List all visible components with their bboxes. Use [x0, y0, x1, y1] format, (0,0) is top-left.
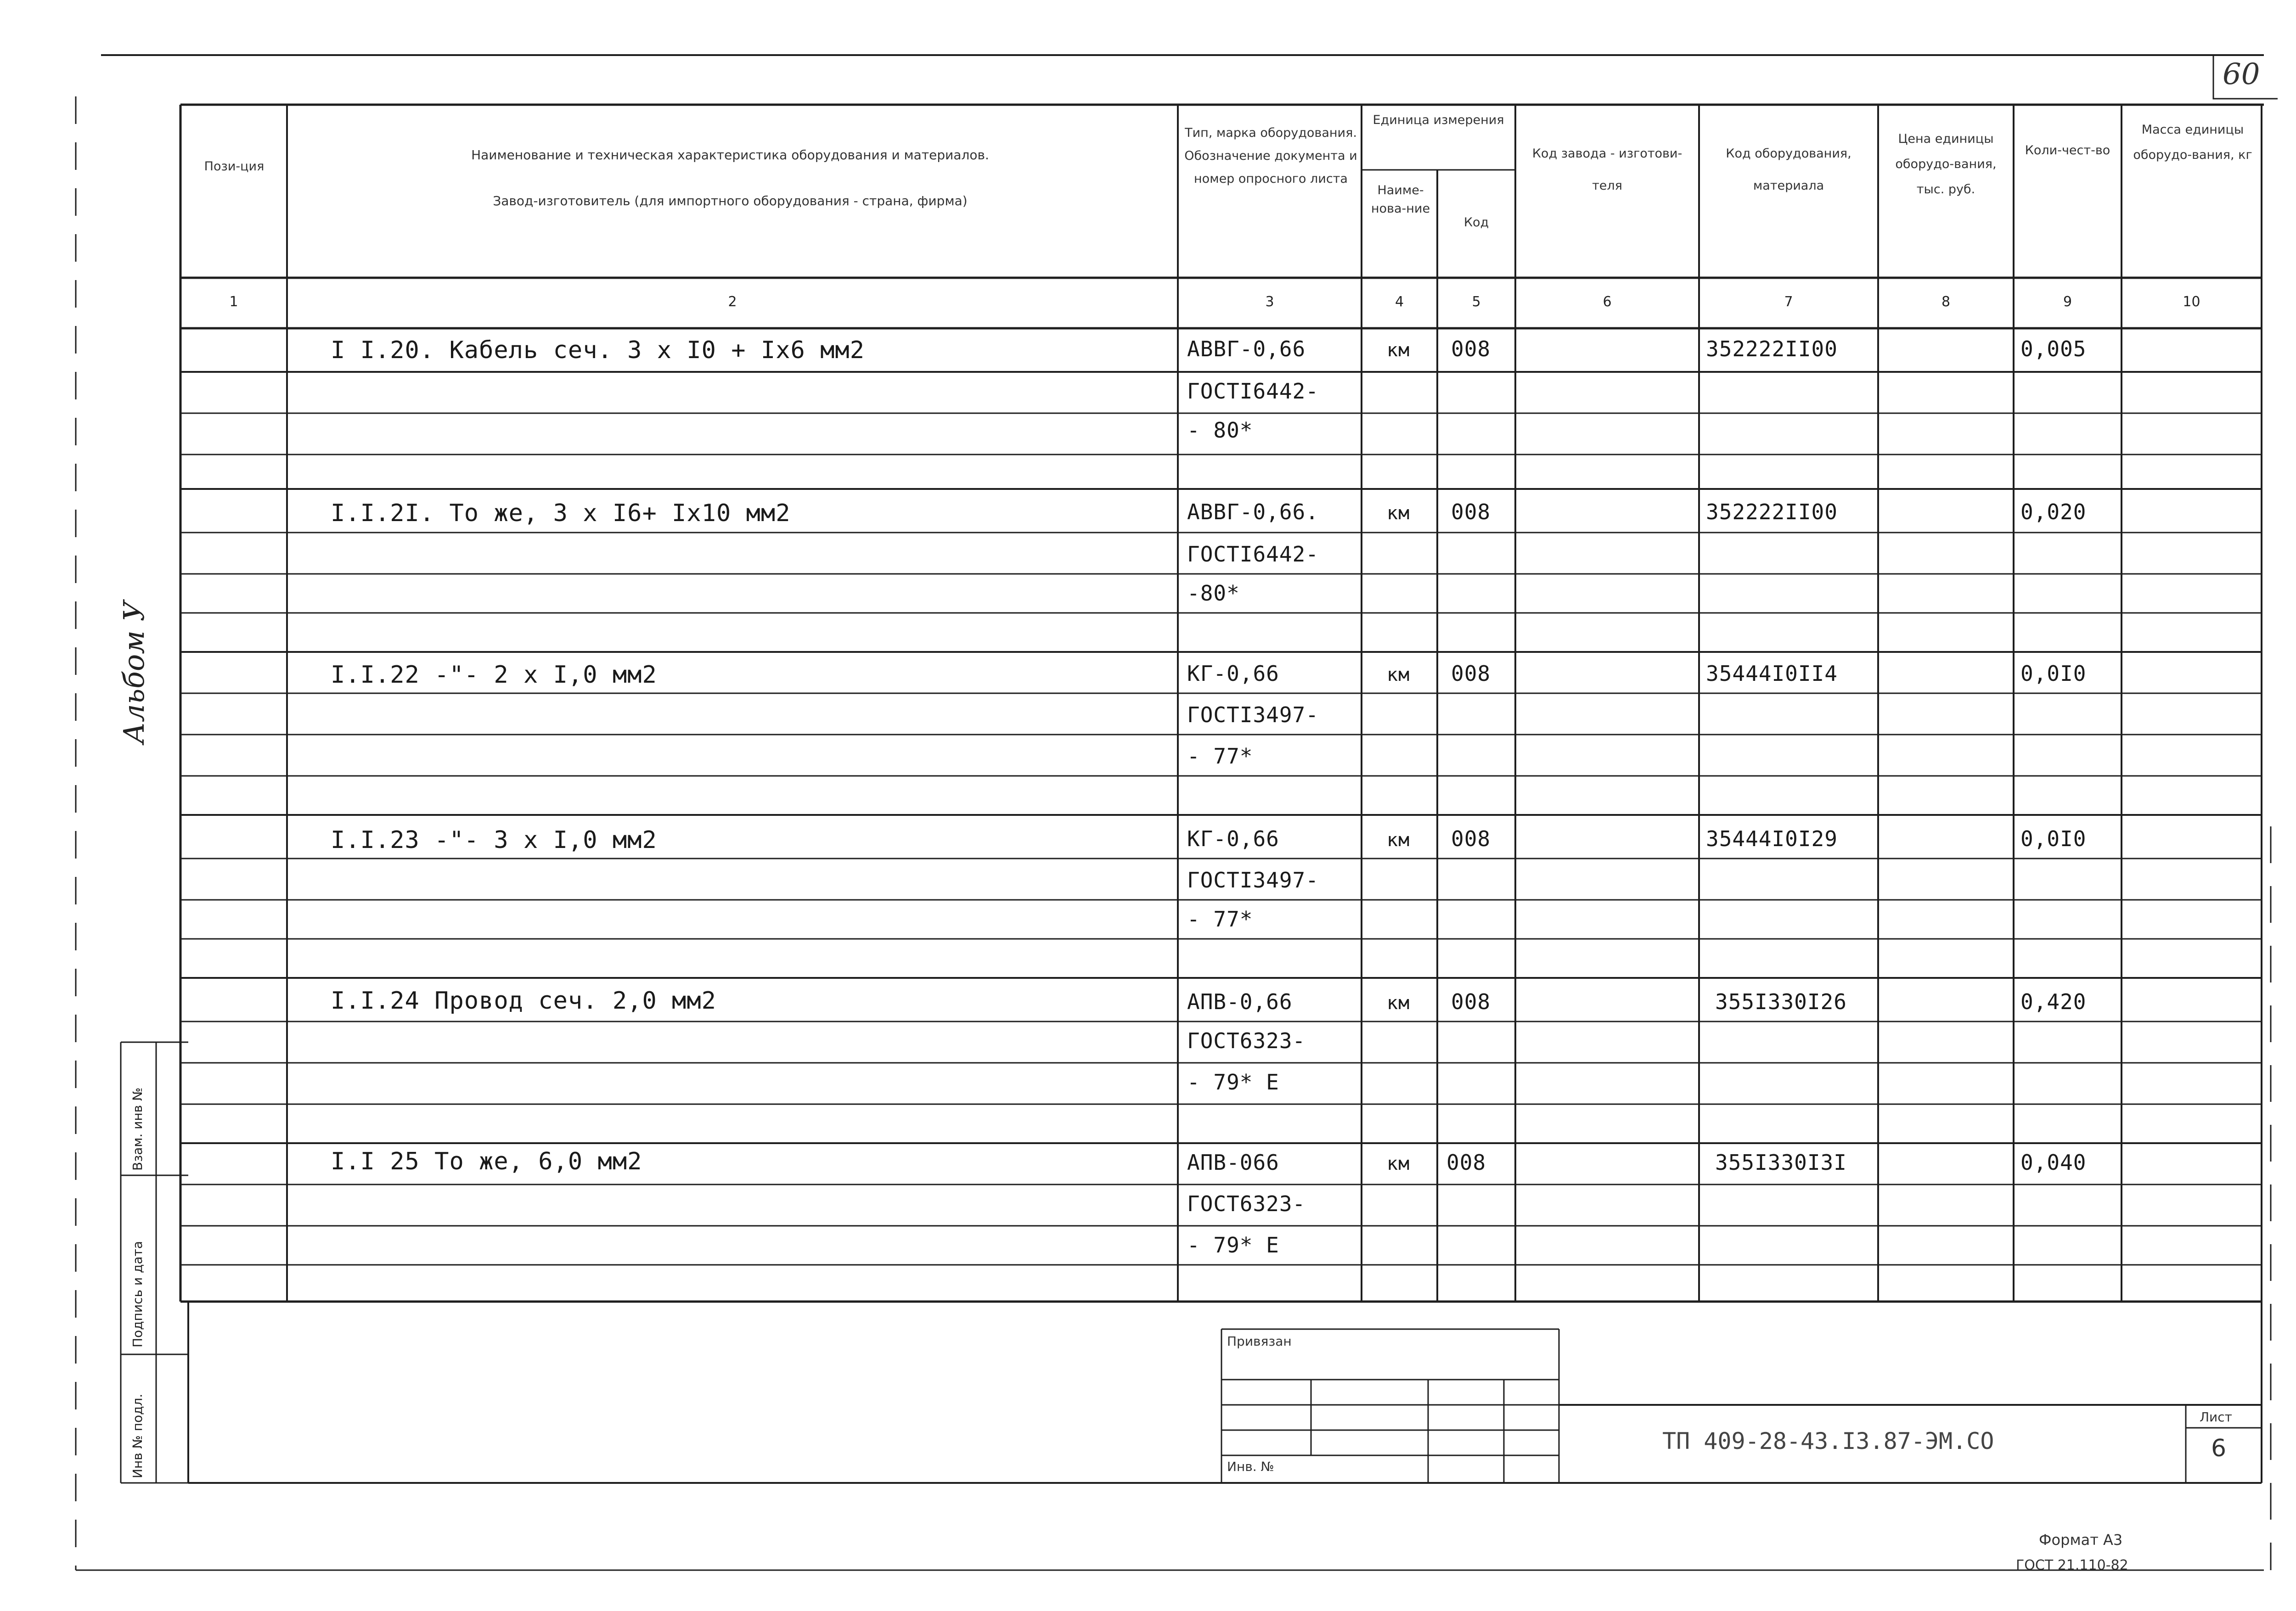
col-number-6: 6 — [1603, 294, 1612, 310]
item-material-code: 352222II00 — [1706, 500, 1838, 524]
item-name: I.I.22 -"- 2 х I,0 мм2 — [331, 661, 657, 689]
col-number-10: 10 — [2183, 294, 2200, 310]
item-code: 008 — [1446, 1150, 1486, 1175]
item-unit: км — [1387, 664, 1410, 685]
signature-date-label: Подпись и дата — [130, 1241, 145, 1347]
item-quantity: 0,005 — [2020, 337, 2087, 361]
header-quantity: Коли-чест-во — [2025, 143, 2110, 157]
item-doc: ГОСТI6442- — [1187, 542, 1319, 567]
header-price: Цена единицы оборудо-вания, тыс. руб. — [1895, 132, 1997, 196]
item-type: АПВ-0,66 — [1187, 989, 1293, 1014]
item-code: 008 — [1451, 337, 1491, 361]
item-type: КГ-0,66 — [1187, 661, 1279, 686]
item-doc-year: - 79* Е — [1187, 1233, 1279, 1257]
item-unit: км — [1387, 830, 1410, 851]
col-number-4: 4 — [1395, 294, 1404, 310]
item-material-code: 352222II00 — [1706, 337, 1838, 361]
header-equipment-code: Код оборудования, материала — [1726, 146, 1851, 193]
item-doc: ГОСТI3497- — [1187, 702, 1319, 727]
header-mass: Масса единицы оборудо-вания, кг — [2133, 123, 2252, 162]
item-type: АПВ-066 — [1187, 1150, 1279, 1175]
col-number-7: 7 — [1784, 294, 1793, 310]
replaced-inv-label: Взам. инв № — [130, 1087, 145, 1171]
item-doc: ГОСТI6442- — [1187, 379, 1319, 404]
page-number: 60 — [2223, 57, 2260, 91]
item-doc-year: - 77* — [1187, 907, 1253, 932]
item-type: АВВГ-0,66. — [1187, 500, 1319, 524]
item-material-code: 355I330I26 — [1715, 989, 1847, 1014]
album-label: Альбом У — [117, 601, 151, 744]
item-code: 008 — [1451, 500, 1491, 524]
document-code: ТП 409-28-43.I3.87-ЭМ.СО — [1662, 1428, 1994, 1454]
col-number-5: 5 — [1472, 294, 1481, 310]
col-number-3: 3 — [1265, 294, 1274, 310]
item-unit: км — [1387, 993, 1410, 1014]
item-quantity: 0,020 — [2020, 500, 2087, 524]
item-name: I I.20. Кабель сеч. 3 х I0 + Iх6 мм2 — [331, 337, 865, 364]
item-doc-year: - 80* — [1187, 418, 1253, 443]
item-code: 008 — [1451, 661, 1491, 686]
item-quantity: 0,420 — [2020, 989, 2087, 1014]
header-factory-code: Код завода - изготови-теля — [1532, 146, 1683, 193]
item-name: I.I.23 -"- 3 х I,0 мм2 — [331, 826, 657, 854]
item-name: I.I.2I. То же, 3 х I6+ Iх10 мм2 — [331, 500, 791, 527]
item-doc: ГОСТI3497- — [1187, 868, 1319, 893]
stamp-privyazan: Привязан — [1227, 1334, 1292, 1349]
item-unit: км — [1387, 503, 1410, 524]
header-name-line2: Завод-изготовитель (для импортного оборудования - страна, фирма) — [493, 193, 968, 208]
item-type: АВВГ-0,66 — [1187, 337, 1306, 361]
header-unit-name: Наиме-нова-ние — [1371, 183, 1430, 216]
item-type: КГ-0,66 — [1187, 826, 1279, 851]
item-code: 008 — [1451, 989, 1491, 1014]
header-position: Пози-ция — [204, 159, 264, 174]
item-material-code: 35444I0II4 — [1706, 661, 1838, 686]
item-quantity: 0,0I0 — [2020, 826, 2087, 851]
item-unit: км — [1387, 1153, 1410, 1174]
col-number-2: 2 — [728, 294, 737, 310]
item-unit: км — [1387, 340, 1410, 361]
item-doc: ГОСТ6323- — [1187, 1028, 1306, 1053]
sheet-number: 6 — [2211, 1435, 2227, 1462]
sheet-label: Лист — [2200, 1409, 2232, 1425]
item-name: I.I.24 Провод сеч. 2,0 мм2 — [331, 987, 716, 1015]
col-number-1: 1 — [229, 294, 238, 310]
item-material-code: 35444I0I29 — [1706, 826, 1838, 851]
gost-label: ГОСТ 21.110-82 — [2016, 1557, 2128, 1573]
stamp-inv-number: Инв. № — [1227, 1459, 1274, 1474]
header-unit: Единица измерения — [1373, 113, 1504, 127]
item-doc-year: - 77* — [1187, 744, 1253, 769]
col-number-8: 8 — [1941, 294, 1951, 310]
item-quantity: 0,040 — [2020, 1150, 2087, 1175]
header-type: Тип, марка оборудования. Обозначение документа и номер опросного листа — [1184, 126, 1357, 186]
item-code: 008 — [1451, 826, 1491, 851]
item-material-code: 355I330I3I — [1715, 1150, 1847, 1175]
item-doc-year: - 79* Е — [1187, 1070, 1279, 1095]
item-name: I.I 25 То же, 6,0 мм2 — [331, 1148, 642, 1175]
header-name-line1: Наименование и техническая характеристика оборудования и материалов. — [471, 147, 989, 163]
item-doc: ГОСТ6323- — [1187, 1191, 1306, 1216]
header-unit-code: Код — [1463, 215, 1489, 230]
item-doc-year: -80* — [1187, 581, 1240, 606]
original-inv-label: Инв № подл. — [130, 1393, 145, 1478]
item-quantity: 0,0I0 — [2020, 661, 2087, 686]
col-number-9: 9 — [2063, 294, 2072, 310]
format-label: Формат А3 — [2039, 1531, 2123, 1549]
